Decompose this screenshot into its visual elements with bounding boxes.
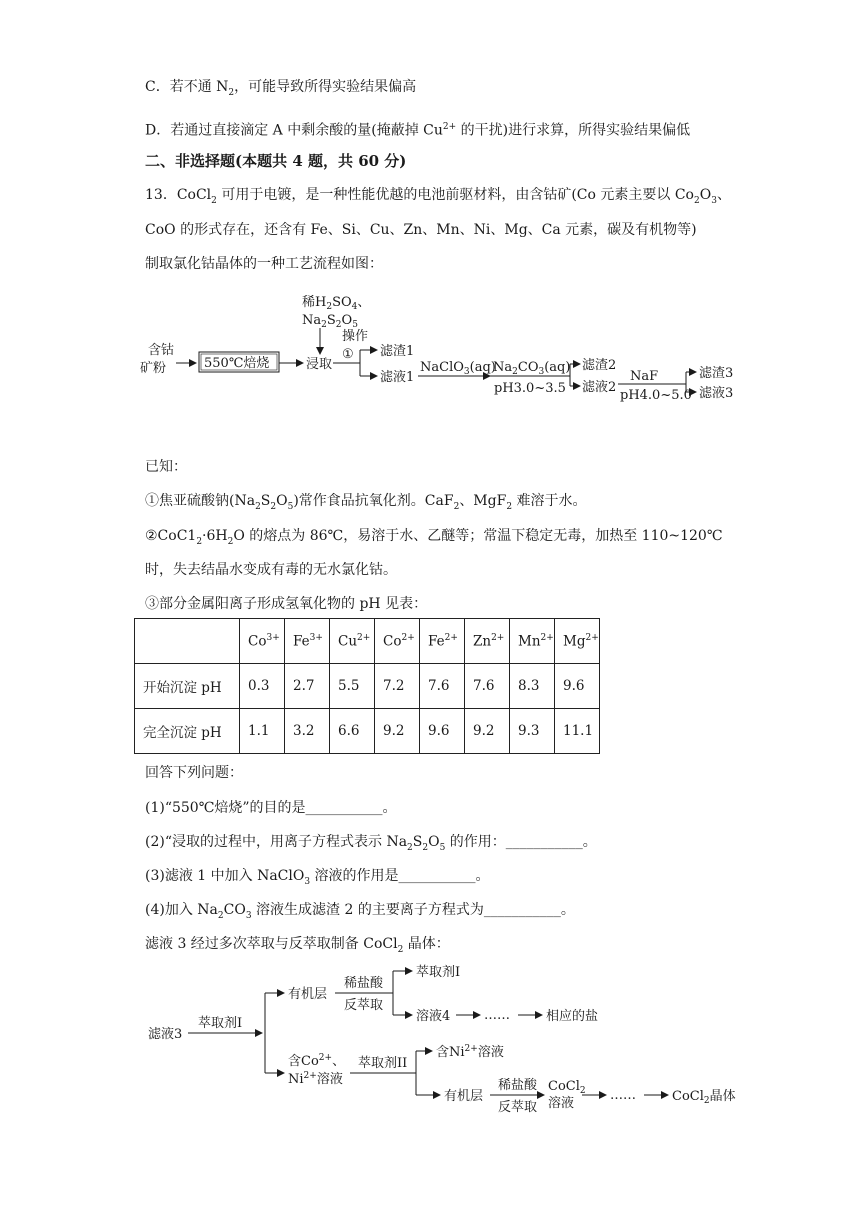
table-cell: 7.6 <box>420 664 465 709</box>
table-cell: 2.7 <box>285 664 330 709</box>
row-label: 开始沉淀 pH <box>135 664 240 709</box>
ore-label-2: 矿粉 <box>140 361 167 376</box>
ion-header: $Cu^{2+}$ <box>330 619 375 664</box>
ph-table-header-row <box>135 619 600 664</box>
operation-number: ① <box>342 347 354 362</box>
back-extract-label-1: 反萃取 <box>344 998 384 1013</box>
filtrate-2: 滤液2 <box>582 380 617 395</box>
naclo3-label: NaClO$_3$(aq) <box>420 360 496 377</box>
leach-label: 浸取 <box>306 357 333 372</box>
extractant-1-label: 萃取剂I <box>198 1016 243 1031</box>
question-13-line-3: 制取氯化钴晶体的一种工艺流程如图： <box>145 256 383 272</box>
ph-table <box>134 618 600 754</box>
question-13-line-1: 13．CoCl$_2$ 可用于电镀，是一种性能优越的电池前驱材料，由含钴矿(Co 元素主要以 $Co_2O_3$、 <box>145 187 731 206</box>
hcl-label-1: 稀盐酸 <box>344 976 384 991</box>
ph-table-corner <box>135 619 240 664</box>
residue-2: 滤渣2 <box>582 358 617 373</box>
option-c: C．若不通 $N_2$，可能导致所得实验结果偏高 <box>145 79 417 98</box>
ni-solution: 含$Ni^{2+}$溶液 <box>436 1044 504 1060</box>
ion-header: $Fe^{3+}$ <box>285 619 330 664</box>
ion-header: $Mn^{2+}$ <box>510 619 555 664</box>
co-ni-solution-2: $Ni^{2+}$溶液 <box>288 1071 343 1087</box>
ore-label: 含钴 <box>148 343 175 358</box>
dots-2: …… <box>610 1088 636 1103</box>
question-2: (2)“浸取的过程中，用离子方程式表示 $Na_2S_2O_5$ 的作用：___________。 <box>145 834 597 853</box>
extraction-flow-diagram <box>140 955 760 1125</box>
extractant-2-label: 萃取剂II <box>358 1056 408 1071</box>
row-label: 完全沉淀 pH <box>135 709 240 754</box>
solution-4: 溶液4 <box>416 1009 451 1024</box>
table-row <box>135 709 600 754</box>
question-1: (1)“550℃焙烧”的目的是___________。 <box>145 800 397 816</box>
known-heading: 已知： <box>145 459 187 475</box>
section-heading: 二、非选择题(本题共 4 题，共 60 分) <box>145 152 407 170</box>
ion-header: $Co^{3+}$ <box>240 619 285 664</box>
filtrate-1: 滤液1 <box>380 370 415 385</box>
extraction-intro: 滤液 3 经过多次萃取与反萃取制备 CoCl$_2$ 晶体： <box>145 936 450 955</box>
reagent-h2so4: 稀$H_2SO_4$、 <box>302 295 371 312</box>
table-cell: 8.3 <box>510 664 555 709</box>
process-flow-diagram <box>140 288 780 413</box>
known-item-1: ①焦亚硫酸钠$(Na_2S_2O_5)$常作食品抗氧化剂。CaF$_2$、MgF$_2$ 难溶于水。 <box>145 493 587 512</box>
table-cell: 0.3 <box>240 664 285 709</box>
cocl2-crystal: CoCl$_2$晶体 <box>672 1089 736 1106</box>
question-13-line-2: CoO 的形式存在，还含有 Fe、Si、Cu、Zn、Mn、Ni、Mg、Ca 元素，碳及有机物等) <box>145 222 697 238</box>
roast-label: 550℃焙烧 <box>204 356 270 371</box>
question-3: (3)滤液 1 中加入 NaClO$_3$ 溶液的作用是___________。 <box>145 868 490 887</box>
ph-range-2: pH4.0~5.0 <box>620 388 692 403</box>
ion-header: $Zn^{2+}$ <box>465 619 510 664</box>
organic-layer-2: 有机层 <box>444 1089 484 1104</box>
table-cell: 5.5 <box>330 664 375 709</box>
reagent-na2s2o5: $Na_2S_2O_5$ <box>302 313 358 330</box>
table-cell: 6.6 <box>330 709 375 754</box>
option-d: D．若通过直接滴定 A 中剩余酸的量(掩蔽掉 $Cu^{2+}$ 的干扰)进行求算，所得实验结果偏低 <box>145 122 691 139</box>
filtrate-3-start: 滤液3 <box>148 1027 183 1042</box>
organic-layer-1: 有机层 <box>288 987 328 1002</box>
extractant-1-recovered: 萃取剂I <box>416 965 461 980</box>
table-cell: 3.2 <box>285 709 330 754</box>
cocl2-solution-2: 溶液 <box>548 1096 575 1111</box>
operation-label: 操作 <box>342 329 369 344</box>
table-cell: 9.2 <box>375 709 420 754</box>
cocl2-solution: CoCl$_2$ <box>548 1079 586 1096</box>
dots-1: …… <box>484 1008 510 1023</box>
ion-header: $Mg^{2+}$ <box>555 619 600 664</box>
filtrate-3: 滤液3 <box>699 386 734 401</box>
table-cell: 7.6 <box>465 664 510 709</box>
table-cell: 11.1 <box>555 709 600 754</box>
table-cell: 9.6 <box>420 709 465 754</box>
naf-label: NaF <box>630 369 659 384</box>
ph-range-1: pH3.0~3.5 <box>494 381 566 396</box>
answer-prompt: 回答下列问题： <box>145 765 243 781</box>
table-row <box>135 664 600 709</box>
na2co3-label: $Na_2CO_3(aq)$ <box>493 360 571 377</box>
ion-header: $Co^{2+}$ <box>375 619 420 664</box>
co-ni-solution: 含$Co^{2+}$、 <box>288 1053 346 1069</box>
back-extract-label-2: 反萃取 <box>498 1100 538 1115</box>
known-item-2-cont: 时，失去结晶水变成有毒的无水氯化钴。 <box>145 562 397 578</box>
residue-3: 滤渣3 <box>699 366 734 381</box>
corresponding-salt: 相应的盐 <box>546 1009 599 1024</box>
table-cell: 7.2 <box>375 664 420 709</box>
ion-header: $Fe^{2+}$ <box>420 619 465 664</box>
question-4: (4)加入 $Na_2CO_3$ 溶液生成滤渣 2 的主要离子方程式为___________。 <box>145 902 575 921</box>
known-item-3: ③部分金属阳离子形成氢氧化物的 pH 见表： <box>145 596 428 612</box>
table-cell: 9.2 <box>465 709 510 754</box>
known-item-2: $②CoC1_2\cdot 6H_2O$ 的熔点为 86℃，易溶于水、乙醚等；常温下稳定无毒，加热至 110~120℃ <box>145 528 723 547</box>
residue-1: 滤渣1 <box>380 344 415 359</box>
hcl-label-2: 稀盐酸 <box>498 1078 538 1093</box>
table-cell: 9.6 <box>555 664 600 709</box>
table-cell: 1.1 <box>240 709 285 754</box>
table-cell: 9.3 <box>510 709 555 754</box>
